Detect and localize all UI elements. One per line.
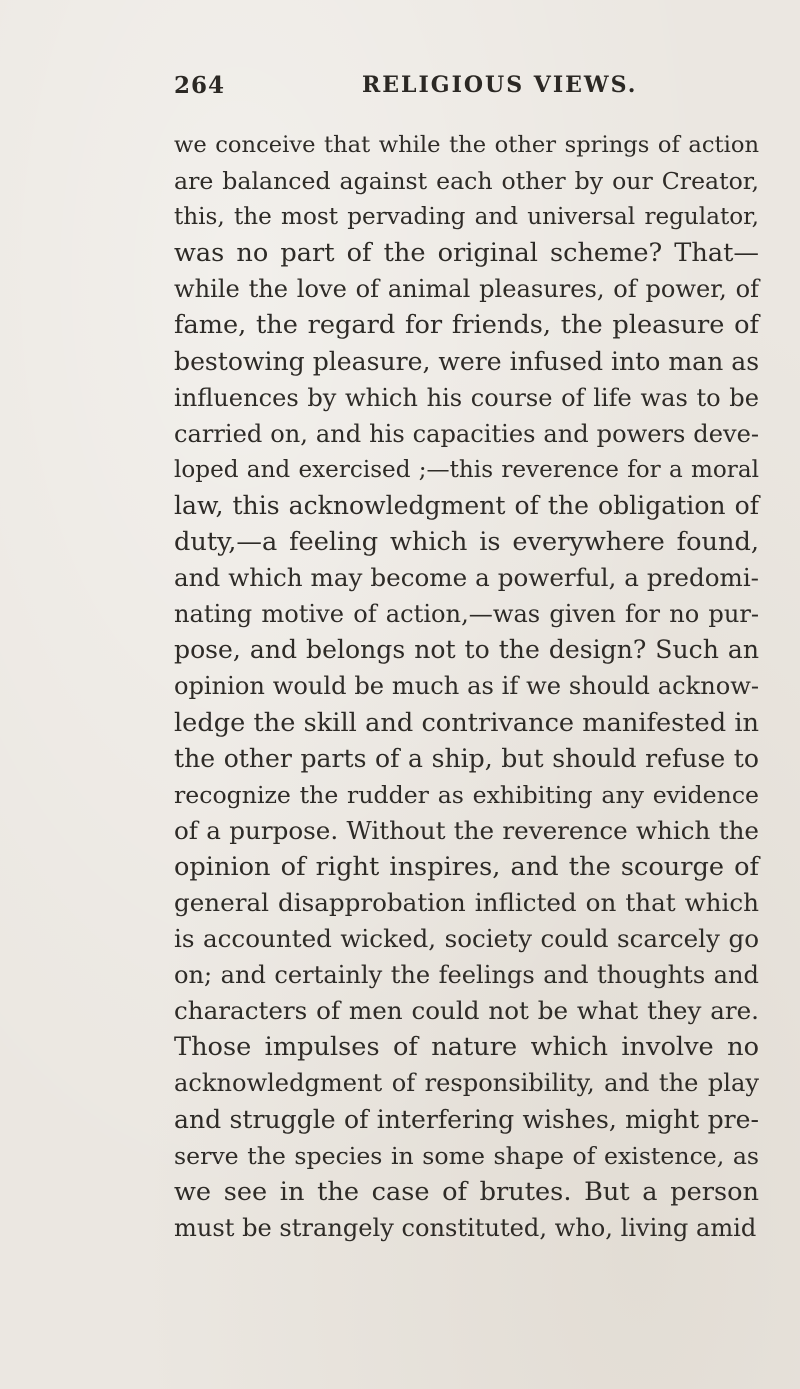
running-title: RELIGIOUS VIEWS. (362, 72, 638, 98)
text-line: law, this acknowledgment of the obligation of (174, 490, 759, 520)
text-line: influences by which his course of life was to be (174, 383, 759, 412)
text-line: recognize the rudder as exhibiting any evidence (174, 780, 759, 809)
text-line: bestowing pleasure, were infused into man as (174, 346, 760, 376)
text-line: serve the species in some shape of existence, as (174, 1141, 759, 1170)
body-text (174, 127, 759, 1246)
text-line: and which may become a powerful, a predomi- (174, 563, 759, 593)
text-line: pose, and belongs not to the design? Such an (174, 635, 759, 665)
page-number: 264 (174, 72, 226, 99)
text-line: are balanced against each other by our Creator, (174, 167, 759, 196)
text-line: acknowledgment of responsibility, and the play (174, 1069, 759, 1098)
text-line: general disapprobation inflicted on that which (174, 887, 759, 917)
text-line: of a purpose. Without the reverence which the (174, 815, 759, 845)
text-line: while the love of animal pleasures, of power, of (174, 275, 759, 304)
text-line: duty,—a feeling which is everywhere found, (174, 527, 759, 558)
text-line: loped and exercised ;—this reverence for a moral (174, 456, 759, 483)
text-line: we conceive that while the other springs of action (174, 132, 759, 158)
text-line: this, the most pervading and universal regulator, (174, 204, 759, 231)
text-line: Those impulses of nature which involve no (174, 1032, 759, 1063)
running-head (174, 72, 794, 102)
text-line: fame, the regard for friends, the pleasure of (174, 310, 759, 341)
text-line: on; and certainly the feelings and thoughts and (174, 961, 759, 990)
text-line: ledge the skill and contrivance manifested in (174, 707, 759, 738)
text-line: opinion of right inspires, and the scourge of (174, 851, 759, 882)
text-line: was no part of the original scheme? That— (174, 238, 759, 269)
text-line: opinion would be much as if we should acknow- (174, 672, 759, 701)
text-line: must be strangely constituted, who, living amid (174, 1213, 757, 1242)
text-line: the other parts of a ship, but should refuse to (174, 743, 759, 773)
text-line: and struggle of interfering wishes, might pre- (174, 1104, 759, 1134)
text-line: is accounted wicked, society could scarcely go (174, 924, 759, 954)
text-line: nating motive of action,—was given for no pur- (174, 600, 759, 629)
text-line: carried on, and his capacities and powers deve- (174, 419, 759, 448)
text-line: we see in the case of brutes. But a person (174, 1176, 759, 1207)
text-line: characters of men could not be what they are. (174, 996, 759, 1026)
